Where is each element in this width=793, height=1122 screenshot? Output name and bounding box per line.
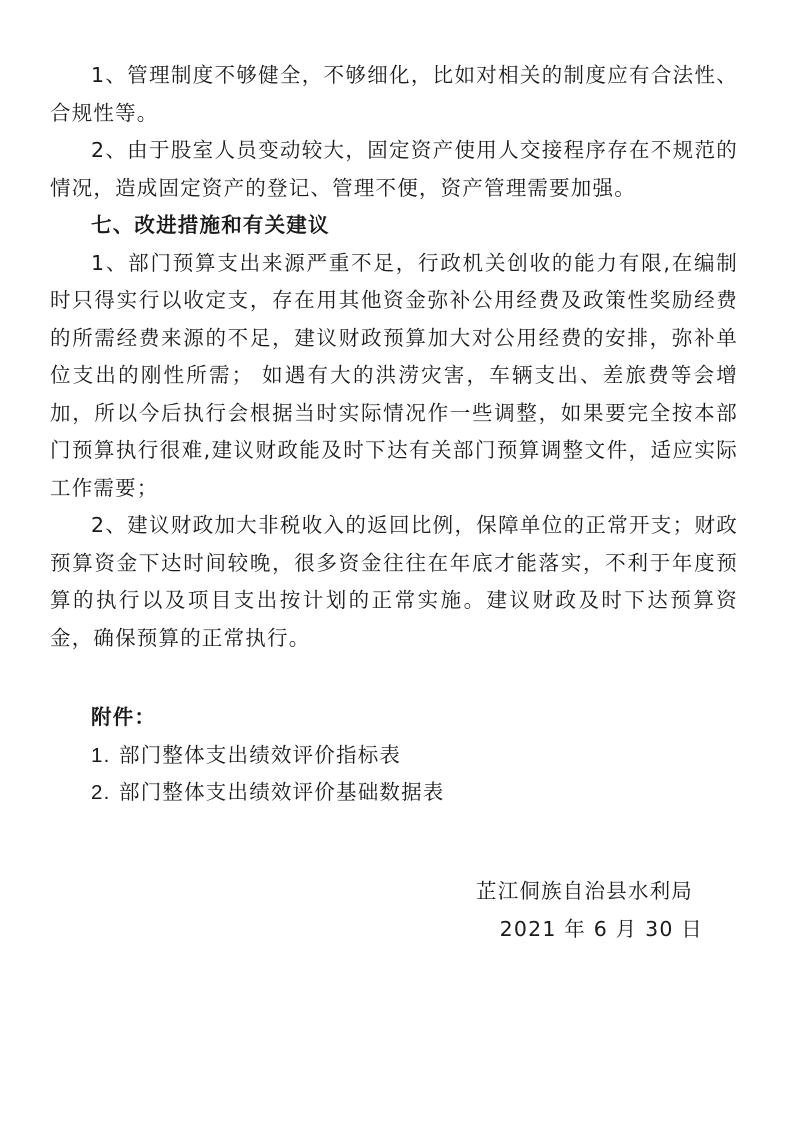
attachment-item — [50, 737, 738, 775]
signature-block — [476, 872, 703, 948]
attachment-number: 2. — [91, 781, 111, 804]
suggestion-paragraph-2: 2、建议财政加大非税收入的返回比例，保障单位的正常开支；财政预算资金下达时间较晚，很多资金往往在年底才能落实，不利于年度预算的执行以及项目支出按计划的正常实施。建议财政及时下达预算资金，确保预算的正常执行。 — [50, 513, 738, 650]
attachment-text: 部门整体支出绩效评价指标表 — [119, 742, 402, 767]
suggestion-paragraph-1: 1、部门预算支出来源严重不足，行政机关创收的能力有限,在编制时只得实行以收定支，存在用其他资金弥补公用经费及政策性奖励经费的所需经费来源的不足，建议财政预算加大对公用经费的安排，弥补单位支出的刚性所需； 如遇有大的洪涝灾害，车辆支出、差旅费等会增加，所以今后执行会根据当时实际情况作一些调整，如果要完全按本部门预算执行很难,建议财政能及时下达有关部门预算调整文件，适应实际工作需要； — [50, 250, 738, 500]
attachments-section — [50, 699, 738, 812]
attachment-item — [50, 774, 738, 812]
issue-paragraph-1: 1、管理制度不够健全，不够细化，比如对相关的制度应有合法性、合规性等。 — [50, 63, 738, 125]
attachments-title: 附件： — [91, 705, 157, 729]
document-body — [50, 57, 738, 812]
issue-paragraph-2: 2、由于股室人员变动较大，固定资产使用人交接程序存在不规范的情况，造成固定资产的登记、管理不便，资产管理需要加强。 — [50, 138, 738, 200]
section-heading: 七、改进措施和有关建议 — [91, 213, 330, 237]
signature-organization: 芷江侗族自治县水利局 — [476, 879, 693, 903]
attachment-text: 部门整体支出绩效评价基础数据表 — [119, 780, 445, 804]
signature-date: 2021 年 6 月 30 日 — [499, 917, 703, 941]
attachment-number: 1. — [91, 743, 111, 767]
